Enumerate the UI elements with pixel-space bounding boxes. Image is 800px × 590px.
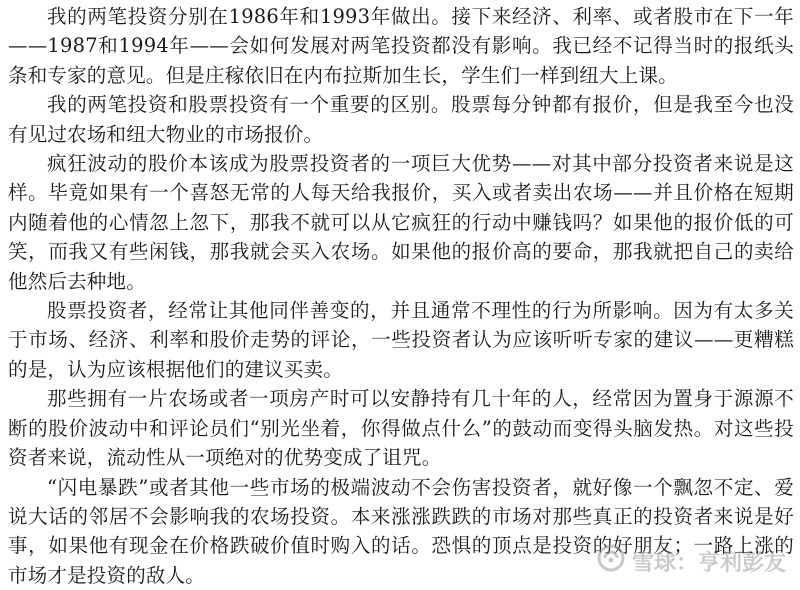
paragraph-3: 疯狂波动的股价本该成为股票投资者的一项巨大优势——对其中部分投资者来说是这样。毕竟如果有一个喜怒无常的人每天给我报价，买入或者卖出农场——并且价格在短期内随着他的心情忽上忽下，那我不就可以从它疯狂的行动中赚钱吗？如果他的报价低的可笑，而我又有些闲钱，那我就会买入农场。如果他的报价高的要命，那我就把自己的卖给他然后去种地。 bbox=[8, 149, 794, 296]
paragraph-4: 股票投资者，经常让其他同伴善变的，并且通常不理性的行为所影响。因为有太多关于市场、经济、利率和股价走势的评论，一些投资者认为应该听听专家的建议——更糟糕的是，认为应该根据他们的建议买卖。 bbox=[8, 296, 794, 384]
watermark-text: 雪球：亨利彭友 bbox=[632, 546, 786, 577]
article-body bbox=[8, 2, 794, 590]
paragraph-2: 我的两笔投资和股票投资有一个重要的区别。股票每分钟都有报价，但是我至今也没有见过农场和纽大物业的市场报价。 bbox=[8, 90, 794, 149]
paragraph-5: 那些拥有一片农场或者一项房产时可以安静持有几十年的人，经常因为置身于源源不断的股价波动中和评论员们“别光坐着，你得做点什么”的鼓动而变得头脑发热。对这些投资者来说，流动性从一项绝对的优势变成了诅咒。 bbox=[8, 384, 794, 472]
paragraph-1: 我的两笔投资分别在1986年和1993年做出。接下来经济、利率、或者股市在下一年——1987和1994年——会如何发展对两笔投资都没有影响。我已经不记得当时的报纸头条和专家的意见。但是庄稼依旧在内布拉斯加生长，学生们一样到纽大上课。 bbox=[8, 2, 794, 90]
paragraph-6: “闪电暴跌”或者其他一些市场的极端波动不会伤害投资者，就好像一个飘忽不定、爱说大话的邻居不会影响我的农场投资。本来涨涨跌跌的市场对那些真正的投资者来说是好事，如果他有现金在价格跌破价值时购入的话。恐惧的顶点是投资的好朋友；一路上涨的市场才是投资的敌人。 bbox=[8, 473, 794, 590]
